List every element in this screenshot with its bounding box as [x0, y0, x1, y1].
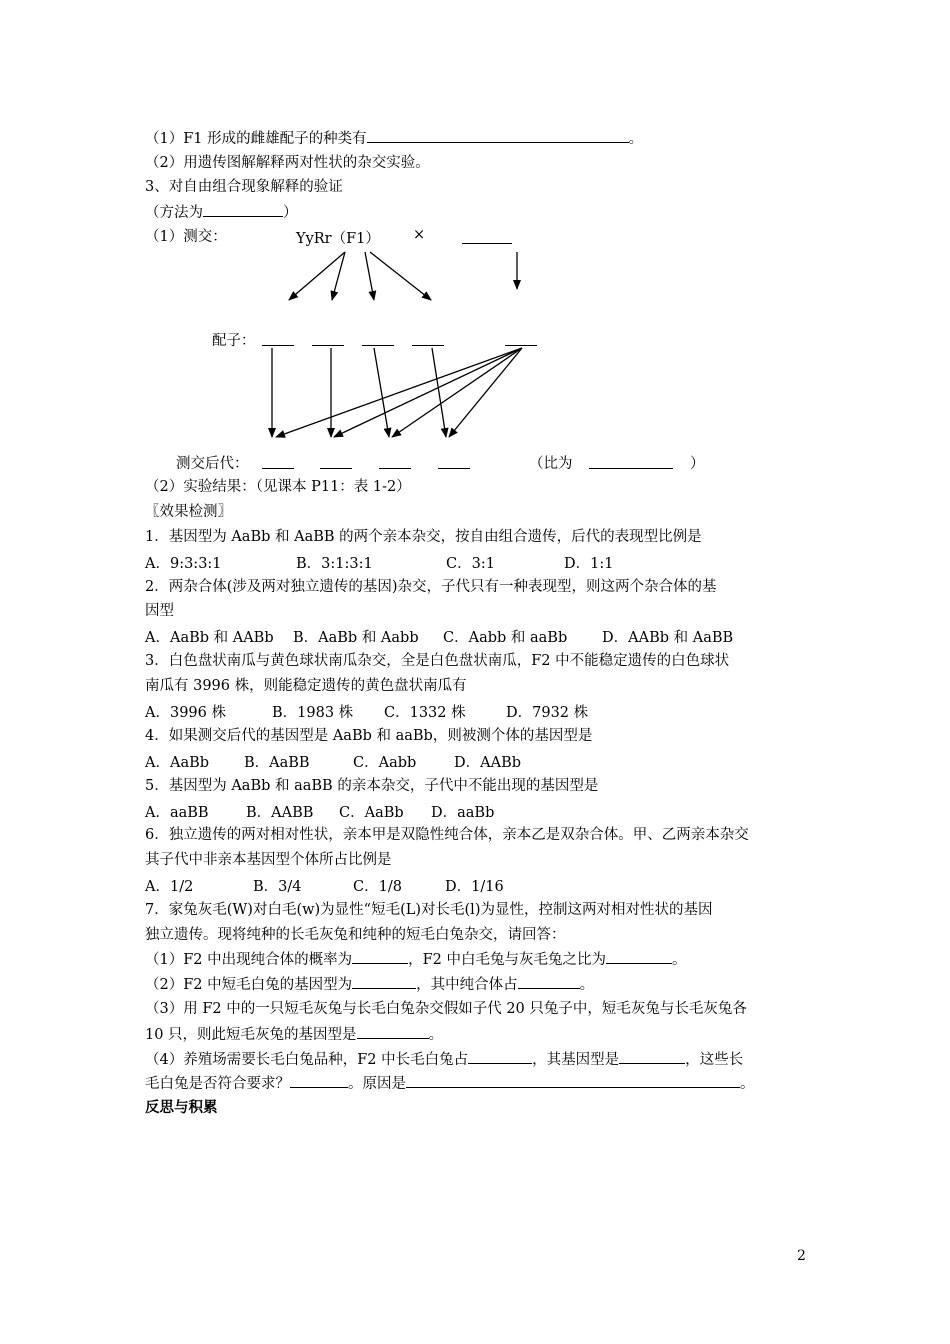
- q2-option-b[interactable]: B．AaBb 和 Aabb: [293, 630, 419, 646]
- parent-genotype: YyRr（F1）: [296, 231, 380, 247]
- result-line: （2）实验结果：（见课本 P11：表 1-2）: [145, 479, 411, 495]
- q1-option-c[interactable]: C．3:1: [446, 556, 495, 572]
- q7-1-text: （1）F2 中出现纯合体的概率为: [145, 952, 353, 968]
- q7-2-text2: ，其中纯合体占: [416, 977, 518, 993]
- q5-option-c[interactable]: C．AaBb: [339, 805, 404, 821]
- page-number: 2: [797, 1248, 806, 1264]
- offspring-label: 测交后代：: [176, 456, 249, 472]
- intro-q2: （2）用遗传图解解释两对性状的杂交实验。: [145, 155, 430, 171]
- arrow-f1-3: [365, 252, 374, 300]
- q7-2-blank-b[interactable]: [518, 974, 580, 989]
- q7-4-text2: ，其基因型是: [532, 1052, 620, 1068]
- q5-option-a[interactable]: A．aaBB: [145, 805, 209, 821]
- testcross-label: （1）测交：: [145, 229, 227, 245]
- q3-option-a[interactable]: A．3996 株: [145, 705, 226, 721]
- question-5: 5．基因型为 AaBb 和 aaBB 的亲本杂交，子代中不能出现的基因型是: [145, 778, 599, 794]
- q7-1-blank-b[interactable]: [606, 949, 672, 964]
- q7-part2: [145, 974, 594, 995]
- q7-4-blank-c[interactable]: [290, 1073, 348, 1088]
- q2-option-c[interactable]: C．Aabb 和 aaBb: [443, 630, 568, 646]
- q5-option-b[interactable]: B．AABB: [246, 805, 314, 821]
- q7-part3-line2: [145, 1024, 443, 1045]
- q6-option-a[interactable]: A．1/2: [145, 879, 194, 895]
- q7-4-text3: ，这些长: [685, 1052, 744, 1068]
- q7-4-text4: 毛白兔是否符合要求？: [145, 1076, 290, 1092]
- q5-option-d[interactable]: D．aaBb: [431, 805, 495, 821]
- punct: 。: [672, 952, 687, 968]
- q7-2-text: （2）F2 中短毛白兔的基因型为: [145, 977, 353, 993]
- method-open: （方法为: [145, 205, 203, 221]
- arrow-g4: [432, 348, 446, 437]
- question-1: 1．基因型为 AaBb 和 AaBB 的两个亲本杂交，按自由组合遗传，后代的表现型比例是: [145, 529, 702, 545]
- arrow-g3: [374, 348, 389, 437]
- q7-3-text: 10 只，则此短毛灰兔的基因型是: [145, 1027, 357, 1043]
- question-4: 4．如果测交后代的基因型是 AaBb 和 aaBb，则被测个体的基因型是: [145, 728, 593, 744]
- q6-option-d[interactable]: D．1/16: [445, 879, 504, 895]
- arrow-f1-1: [289, 252, 345, 300]
- ratio-open: （比为: [529, 456, 573, 472]
- section-3-heading: 3、对自由组合现象解释的验证: [145, 179, 343, 195]
- arrow-p2-3: [392, 348, 522, 437]
- punct: 。: [428, 1027, 444, 1043]
- arrow-p2-2: [334, 348, 522, 437]
- intro-q1-text: （1）F1 形成的雌雄配子的种类有: [145, 131, 367, 147]
- q7-part4-line2: [145, 1073, 755, 1094]
- question-3-line1: 3．白色盘状南瓜与黄色球状南瓜杂交，全是白色盘状南瓜，F2 中不能稳定遗传的白色球状: [145, 653, 730, 669]
- q4-option-b[interactable]: B．AaBB: [244, 755, 310, 771]
- question-7-line2: 独立遗传。现将纯种的长毛灰兔和纯种的短毛白兔杂交，请回答：: [145, 927, 566, 943]
- method-close: ）: [283, 205, 298, 221]
- q7-1-blank-a[interactable]: [352, 949, 408, 964]
- q3-option-d[interactable]: D．7932 株: [506, 705, 589, 721]
- q7-2-blank-a[interactable]: [352, 974, 416, 989]
- punct: 。: [740, 1076, 755, 1092]
- q3-option-b[interactable]: B．1983 株: [272, 705, 354, 721]
- ratio-close: ）: [690, 456, 705, 472]
- q6-option-c[interactable]: C．1/8: [353, 879, 402, 895]
- q7-4-blank-a[interactable]: [468, 1049, 532, 1064]
- q1-option-d[interactable]: D．1:1: [564, 556, 614, 572]
- q7-part1: [145, 949, 687, 970]
- punct: 。: [628, 131, 644, 147]
- q4-option-d[interactable]: D．AABb: [454, 755, 522, 771]
- arrow-f1-2: [332, 252, 345, 300]
- cross-symbol: ×: [413, 227, 426, 243]
- question-2-line1: 2．两杂合体(涉及两对独立遗传的基因)杂交，子代只有一种表现型，则这两个杂合体的基: [145, 579, 717, 595]
- q2-option-a[interactable]: A．AaBb 和 AABb: [145, 630, 274, 646]
- question-6-line1: 6．独立遗传的两对相对性状，亲本甲是双隐性纯合体，亲本乙是双杂合体。甲、乙两亲本杂交: [145, 827, 749, 843]
- q4-option-c[interactable]: C．Aabb: [353, 755, 417, 771]
- q6-option-b[interactable]: B．3/4: [253, 879, 302, 895]
- reflection-heading: 反思与积累: [145, 1099, 218, 1116]
- arrow-f1-4: [370, 252, 431, 300]
- q3-option-c[interactable]: C．1332 株: [384, 705, 466, 721]
- q7-4-blank-d[interactable]: [406, 1073, 740, 1088]
- q7-1-text2: ，F2 中白毛兔与灰毛兔之比为: [408, 952, 607, 968]
- q7-part3-line1: （3）用 F2 中的一只短毛灰兔与长毛白兔杂交假如子代 20 只兔子中，短毛灰兔与长毛灰兔各: [145, 1001, 747, 1017]
- gametes-label: 配子：: [212, 333, 256, 349]
- q7-3-blank[interactable]: [357, 1024, 429, 1039]
- question-6-line2: 其子代中非亲本基因型个体所占比例是: [145, 852, 392, 868]
- q1-option-a[interactable]: A．9:3:3:1: [145, 556, 222, 572]
- q7-4-text5: 。原因是: [348, 1076, 406, 1092]
- q4-option-a[interactable]: A．AaBb: [145, 755, 210, 771]
- question-3-line2: 南瓜有 3996 株，则能稳定遗传的黄色盘状南瓜有: [145, 678, 467, 694]
- check-title: 〖效果检测〗: [145, 504, 232, 520]
- q1-option-b[interactable]: B．3:1:3:1: [296, 556, 373, 572]
- question-2-line2: 因型: [145, 603, 174, 619]
- q2-option-d[interactable]: D．AABb 和 AaBB: [602, 630, 734, 646]
- question-7-line1: 7．家兔灰毛(W)对白毛(w)为显性“短毛(L)对长毛(l)为显性，控制这两对相对性状的基因: [145, 902, 713, 918]
- q7-4-text: （4）养殖场需要长毛白兔品种，F2 中长毛白兔占: [145, 1052, 469, 1068]
- q7-4-blank-b[interactable]: [619, 1049, 685, 1064]
- q7-part4-line1: [145, 1049, 743, 1070]
- punct: 。: [579, 977, 595, 993]
